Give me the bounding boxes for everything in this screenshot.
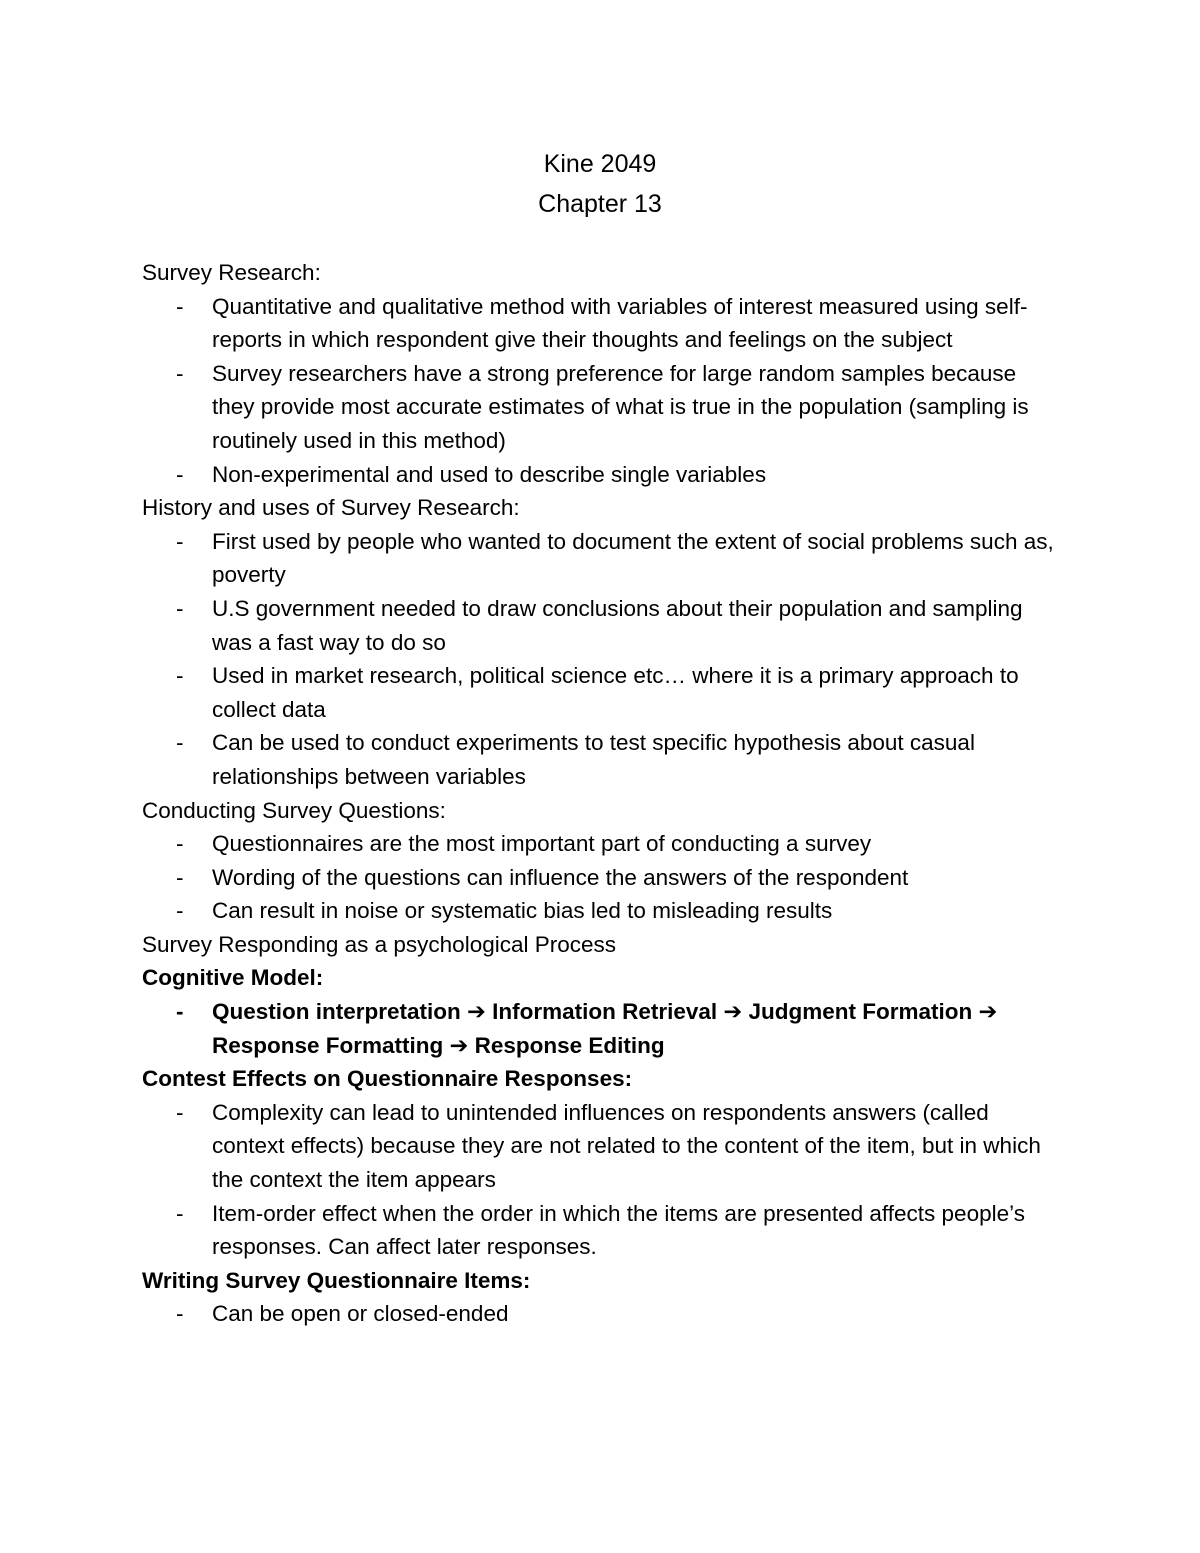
list-item	[142, 290, 1062, 357]
list-item	[142, 827, 1062, 861]
list-item	[142, 995, 1062, 1062]
bullet-list	[142, 290, 1062, 492]
list-item-text: Survey researchers have a strong preference for large random samples because they provide most accurate estimates of what is true in the population (sampling is routinely used in this method)	[212, 360, 1029, 453]
list-item	[142, 1197, 1062, 1264]
list-item-text: Item-order effect when the order in which the items are presented affects people’s responses. Can affect later responses.	[212, 1200, 1025, 1260]
bullet-dash: -	[176, 595, 184, 621]
list-item-text: Can be used to conduct experiments to test specific hypothesis about casual relationships between variables	[212, 730, 975, 789]
section-heading: History and uses of Survey Research:	[142, 495, 520, 521]
list-item	[142, 525, 1062, 592]
notes-body	[142, 256, 1062, 1331]
list-item	[142, 861, 1062, 895]
section-heading: Survey Responding as a psychological Process	[142, 931, 617, 957]
section-history-and-uses	[142, 491, 1062, 793]
bullet-list	[142, 525, 1062, 794]
list-item	[142, 592, 1062, 659]
list-item-text: Question interpretation ➔ Information Retrieval ➔ Judgment Formation ➔ Response Formatting ➔ Response Editing	[212, 999, 998, 1058]
list-item-text: Used in market research, political science etc… where it is a primary approach to collect data	[212, 663, 1019, 722]
list-item-text: Non-experimental and used to describe single variables	[212, 461, 767, 487]
section-heading: Survey Research:	[142, 260, 321, 285]
section-context-effects	[142, 1062, 1062, 1264]
bullet-dash: -	[176, 528, 184, 554]
bullet-dash: -	[176, 360, 184, 386]
bullet-list	[142, 995, 1062, 1062]
list-item-text: Complexity can lead to unintended influences on respondents answers (called context effects) because they are not related to the content of the item, but in which the context the item appears	[212, 1099, 1041, 1193]
bullet-dash: -	[176, 1200, 184, 1226]
section-conducting-survey-questions	[142, 794, 1062, 928]
list-item	[142, 726, 1062, 793]
bullet-dash: -	[176, 831, 184, 857]
bullet-dash: -	[176, 293, 184, 319]
course-title: Kine 2049	[543, 150, 657, 178]
list-item	[142, 357, 1062, 458]
list-item	[142, 1096, 1062, 1197]
list-item	[142, 458, 1062, 492]
section-survey-research	[142, 256, 1062, 491]
chapter-title: Chapter 13	[538, 190, 662, 218]
list-item-text: U.S government needed to draw conclusions about their population and sampling was a fast way to do so	[212, 595, 1023, 655]
bullet-dash: -	[176, 999, 184, 1025]
list-item-text: First used by people who wanted to document the extent of social problems such as, poverty	[212, 528, 1054, 588]
bullet-list	[142, 827, 1062, 928]
bullet-list	[142, 1297, 1062, 1331]
section-heading: Writing Survey Questionnaire Items:	[142, 1267, 531, 1293]
bullet-dash: -	[176, 1099, 184, 1125]
bullet-dash: -	[176, 1301, 184, 1327]
section-writing-items	[142, 1264, 1062, 1331]
section-heading: Contest Effects on Questionnaire Responses:	[142, 1066, 633, 1092]
list-item-text: Quantitative and qualitative method with variables of interest measured using self-reports in which respondent give their thoughts and feelings on the subject	[212, 293, 1028, 353]
section-psychological-process	[142, 928, 1062, 962]
title-block	[0, 144, 1200, 224]
list-item-text: Can be open or closed-ended	[212, 1301, 509, 1327]
list-item	[142, 659, 1062, 726]
bullet-dash: -	[176, 461, 184, 487]
section-cognitive-model	[142, 961, 1062, 1062]
section-heading: Cognitive Model:	[142, 965, 324, 991]
bullet-dash: -	[176, 663, 184, 689]
section-heading: Conducting Survey Questions:	[142, 797, 446, 823]
list-item-text: Questionnaires are the most important part of conducting a survey	[212, 831, 872, 857]
bullet-dash: -	[176, 898, 184, 924]
bullet-dash: -	[176, 730, 184, 756]
bullet-dash: -	[176, 864, 184, 890]
list-item-text: Wording of the questions can influence the answers of the respondent	[212, 864, 909, 890]
list-item	[142, 1297, 1062, 1331]
list-item-text: Can result in noise or systematic bias led to misleading results	[212, 898, 833, 924]
bullet-list	[142, 1096, 1062, 1264]
list-item	[142, 894, 1062, 928]
